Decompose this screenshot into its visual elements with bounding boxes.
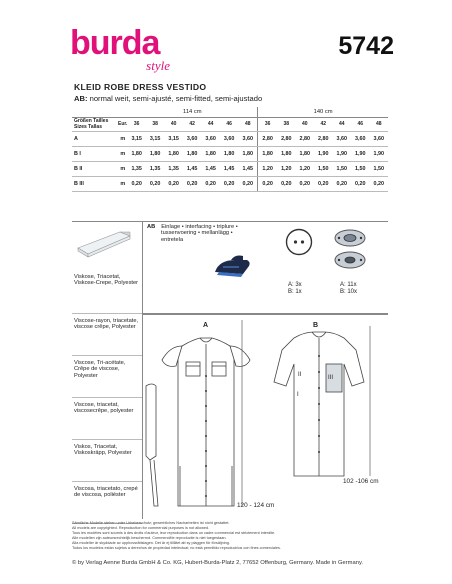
logo-style: style xyxy=(146,58,170,73)
size-column-header: 40 xyxy=(164,117,182,131)
table-cell: 1,90 xyxy=(370,146,389,161)
table-cell: 3,60 xyxy=(220,131,238,146)
table-cell: 3,15 xyxy=(164,131,182,146)
size-column-header: 38 xyxy=(277,117,295,131)
table-cell: 0,20 xyxy=(333,176,351,191)
table-cell: 0,20 xyxy=(201,176,219,191)
table-cell: 0,20 xyxy=(370,176,389,191)
table-cell: 3,60 xyxy=(201,131,219,146)
row-label: B III xyxy=(72,176,118,191)
size-column-header: 46 xyxy=(220,117,238,131)
table-cell: 1,35 xyxy=(146,161,164,176)
table-cell: 1,35 xyxy=(164,161,182,176)
fabric-suggestion: Viskos, Triacetat, Viskoskräpp, Polyester xyxy=(72,440,142,482)
table-cell: 1,80 xyxy=(183,146,201,161)
table-cell: 0,20 xyxy=(258,176,277,191)
row-unit: m xyxy=(118,131,127,146)
view-b-length: 102 -106 cm xyxy=(343,478,379,485)
table-cell: 3,60 xyxy=(370,131,389,146)
size-column-header: 36 xyxy=(258,117,277,131)
table-cell: 1,90 xyxy=(314,146,332,161)
size-header-line: Sizes Tallas xyxy=(74,124,102,130)
size-column-header: 48 xyxy=(238,117,257,131)
table-cell: 1,45 xyxy=(220,161,238,176)
table-cell: 1,45 xyxy=(238,161,257,176)
size-column-header: 44 xyxy=(201,117,219,131)
fabric-suggestion: Viscosa, triacetato, crepé de viscosa, poliéster xyxy=(72,482,142,524)
size-column-header: 36 xyxy=(127,117,145,131)
view-b-label: B xyxy=(313,322,319,329)
row-label: A xyxy=(72,131,118,146)
fabric-fold-icon xyxy=(76,228,132,262)
copyright-line: All models are copyrighted. Reproduction for commercial purposes is not allowed. xyxy=(72,526,210,530)
row-unit: m xyxy=(118,146,127,161)
table-cell: 1,50 xyxy=(333,161,351,176)
table-cell: 1,50 xyxy=(351,161,369,176)
panel-label-ii: II xyxy=(298,372,302,378)
table-cell: 3,60 xyxy=(351,131,369,146)
button-icon xyxy=(285,228,313,256)
table-cell: 1,80 xyxy=(277,146,295,161)
table-cell: 1,50 xyxy=(370,161,389,176)
size-column-header: 48 xyxy=(370,117,389,131)
table-cell: 1,90 xyxy=(333,146,351,161)
interfacing-line: tussenvoering • mellanlägg • xyxy=(161,230,233,237)
table-row xyxy=(72,146,388,161)
table-cell: 1,80 xyxy=(220,146,238,161)
fabric-suggestions xyxy=(72,221,142,519)
table-corner xyxy=(118,107,127,117)
size-header-line: Größen Tailles xyxy=(74,118,109,124)
size-column-header: 42 xyxy=(183,117,201,131)
snap-fastener-icon xyxy=(332,228,368,272)
size-table xyxy=(72,107,388,192)
table-cell: 1,20 xyxy=(277,161,295,176)
table-cell: 3,60 xyxy=(238,131,257,146)
table-cell: 1,80 xyxy=(146,146,164,161)
table-corner xyxy=(72,107,118,117)
pattern-number: 5742 xyxy=(338,32,394,60)
table-cell: 1,80 xyxy=(258,146,277,161)
table-cell: 0,20 xyxy=(164,176,182,191)
unit-label: Eur. xyxy=(118,117,127,131)
table-cell: 0,20 xyxy=(183,176,201,191)
view-a-length: 120 - 124 cm xyxy=(237,502,275,509)
table-row xyxy=(72,161,388,176)
copyright-line: Todos los modelos están sujetos a derechos de propiedad intelectual; no está permitido reproducirlos con fines comerciales. xyxy=(72,546,281,550)
garment-title: KLEID ROBE DRESS VESTIDO xyxy=(74,82,207,92)
table-cell: 2,80 xyxy=(277,131,295,146)
size-column-header: 44 xyxy=(333,117,351,131)
view-a-label: A xyxy=(203,322,209,329)
interfacing-line: Einlage • interfacing • triplure • xyxy=(161,224,238,230)
table-row xyxy=(72,131,388,146)
row-label: B II xyxy=(72,161,118,176)
size-column-header: 40 xyxy=(296,117,314,131)
table-row xyxy=(72,176,388,191)
table-cell: 0,20 xyxy=(220,176,238,191)
panel-label-iii: III xyxy=(328,375,334,381)
table-cell: 1,20 xyxy=(296,161,314,176)
fabric-width-header: 140 cm xyxy=(258,107,388,117)
copyright-line: Sämtliche Modelle stehen unter Urheberschutz; gewerbliches Nacharbeiten ist nicht gestattet. xyxy=(72,521,230,525)
iron-icon xyxy=(213,252,253,280)
table-cell: 1,45 xyxy=(183,161,201,176)
table-cell: 0,20 xyxy=(351,176,369,191)
table-cell: 1,80 xyxy=(164,146,182,161)
size-column-header: 42 xyxy=(314,117,332,131)
row-unit: m xyxy=(118,161,127,176)
dress-flat-sketches xyxy=(142,316,388,519)
row-label: B I xyxy=(72,146,118,161)
copyright-line: Alle modellen zijn auteursrechtelijk beschermd. Commerciële reproductie is niet toegestaan. xyxy=(72,536,227,540)
table-cell: 1,90 xyxy=(351,146,369,161)
table-cell: 3,60 xyxy=(333,131,351,146)
table-cell: 1,50 xyxy=(314,161,332,176)
publisher-copyright: © by Verlag Aenne Burda GmbH & Co. KG, Hubert-Burda-Platz 2, 77652 Offenburg, Germany. Made in Germany. xyxy=(72,560,364,566)
fabric-suggestion: Viskose, Triacetat, Viskose-Crepe, Polyester xyxy=(72,222,142,314)
interfacing-view-label: AB xyxy=(147,224,156,230)
table-cell: 0,20 xyxy=(296,176,314,191)
table-cell: 0,20 xyxy=(314,176,332,191)
table-cell: 3,15 xyxy=(146,131,164,146)
table-cell: 3,15 xyxy=(127,131,145,146)
copyright-notices xyxy=(72,521,388,551)
table-cell: 1,80 xyxy=(201,146,219,161)
table-cell: 1,80 xyxy=(238,146,257,161)
fabric-suggestion: Viscose-rayon, triacetate, viscose crêpe, Polyester xyxy=(72,314,142,356)
table-cell: 1,45 xyxy=(201,161,219,176)
size-column-header: 38 xyxy=(146,117,164,131)
copyright-line: Alla modeller är skyddade av upphovsrättslagen. Det är ej tillåtet att sy plaggen för försäljning. xyxy=(72,541,230,545)
copyright-line: Tous les modèles sont soumis à des droits d'auteur, leur reproduction dans un cadre commercial est strictement interdite. xyxy=(72,531,276,535)
table-cell: 1,80 xyxy=(127,146,145,161)
button-counts: A: 3x B: 1x xyxy=(288,282,302,295)
burda-style-logo xyxy=(70,24,170,73)
size-header-label xyxy=(72,117,118,131)
table-cell: 2,80 xyxy=(296,131,314,146)
table-cell: 2,80 xyxy=(258,131,277,146)
table-cell: 1,80 xyxy=(296,146,314,161)
panel-label-i: I xyxy=(297,392,299,398)
snap-counts: A: 11x B: 10x xyxy=(340,282,358,295)
fabric-width-header: 114 cm xyxy=(127,107,257,117)
view-a-sash xyxy=(146,384,158,506)
fabric-suggestion: Viscose, Tri-acétate, Crêpe de viscose, Polyester xyxy=(72,356,142,398)
size-column-header: 46 xyxy=(351,117,369,131)
table-cell: 1,35 xyxy=(127,161,145,176)
table-cell: 1,20 xyxy=(258,161,277,176)
table-cell: 0,20 xyxy=(238,176,257,191)
table-cell: 2,80 xyxy=(314,131,332,146)
row-unit: m xyxy=(118,176,127,191)
table-cell: 0,20 xyxy=(277,176,295,191)
fabric-suggestion: Viscose, triacetat, viscosecrêpe, polyester xyxy=(72,398,142,440)
interfacing-info xyxy=(147,224,238,243)
table-cell: 0,20 xyxy=(127,176,145,191)
logo-word: burda xyxy=(70,24,160,62)
table-cell: 0,20 xyxy=(146,176,164,191)
interfacing-line: entretela xyxy=(161,236,184,243)
fit-description: AB: normal weit, semi-ajusté, semi-fitted, semi-ajustado xyxy=(74,94,263,103)
table-cell: 3,60 xyxy=(183,131,201,146)
